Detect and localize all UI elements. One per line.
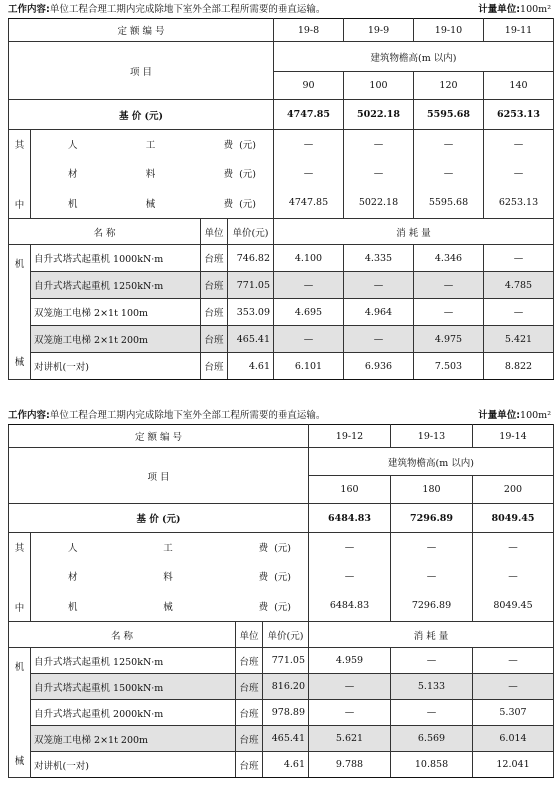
- machinery-char: 械: [14, 755, 25, 767]
- machine-consumption: —: [309, 674, 391, 700]
- among-cell: [9, 130, 31, 219]
- measure-unit-value: 100m²: [520, 410, 551, 421]
- cost-value: —: [414, 130, 484, 159]
- machine-unit: 台班: [236, 752, 263, 778]
- machine-consumption: 4.964: [344, 299, 414, 326]
- machine-consumption: 8.822: [484, 353, 554, 380]
- work-content-label: 工作内容:: [8, 4, 50, 15]
- cost-name-char: 费: [223, 169, 234, 180]
- machine-consumption: 6.936: [344, 353, 414, 380]
- machine-unit: 台班: [201, 353, 228, 380]
- base-price-row: [9, 504, 554, 533]
- item-label: 项 目: [9, 42, 274, 100]
- measure-unit-label: 计量单位:: [478, 4, 521, 15]
- machine-unit: 台班: [201, 245, 228, 272]
- base-price-row: [9, 100, 554, 130]
- cost-name-char: 械: [145, 198, 156, 210]
- machine-row: [9, 648, 554, 674]
- quota-code-row: [9, 425, 554, 448]
- cost-value: —: [391, 533, 473, 562]
- machine-price: 978.89: [263, 700, 309, 726]
- consumption-header-row: [9, 219, 554, 245]
- machine-unit: 台班: [201, 326, 228, 353]
- cost-name-char: 材: [68, 169, 78, 180]
- cost-value: 6253.13: [484, 188, 554, 219]
- machine-consumption: 4.100: [274, 245, 344, 272]
- quota-table-2: [8, 424, 554, 778]
- machinery-cell: [9, 648, 31, 778]
- cost-unit: (元): [274, 601, 291, 613]
- price-header: 单价(元): [228, 219, 274, 245]
- machine-name: 双笼施工电梯 2×1t 200m: [31, 726, 236, 752]
- base-price-value: 6253.13: [484, 100, 554, 130]
- among-char: 中: [14, 200, 25, 211]
- base-price-label: 基 价 (元): [9, 504, 309, 533]
- cost-unit: (元): [239, 169, 256, 180]
- machine-price: 4.61: [228, 353, 274, 380]
- quota-code: 19-11: [484, 19, 554, 42]
- machine-consumption: —: [344, 326, 414, 353]
- quota-section-2: [8, 408, 553, 778]
- cost-name-machine: [31, 188, 274, 219]
- cost-value: —: [414, 159, 484, 188]
- cost-value: —: [309, 533, 391, 562]
- cost-name-char: 人: [68, 140, 78, 152]
- cost-row-labor: [9, 130, 554, 159]
- cost-value: 5022.18: [344, 188, 414, 219]
- height-value: 100: [344, 72, 414, 100]
- quota-code: 19-12: [309, 425, 391, 448]
- machine-consumption: —: [309, 700, 391, 726]
- base-price-label: 基 价 (元): [9, 100, 274, 130]
- quota-section-1: [8, 2, 553, 380]
- base-price-value: 8049.45: [473, 504, 554, 533]
- cost-row-material: [9, 159, 554, 188]
- height-value: 200: [473, 476, 554, 504]
- machinery-char: 机: [14, 661, 25, 673]
- machine-name: 自升式塔式起重机 1250kN·m: [31, 648, 236, 674]
- base-price-value: 6484.83: [309, 504, 391, 533]
- quota-table-1: [8, 18, 554, 380]
- among-cell: [9, 533, 31, 622]
- machine-price: 816.20: [263, 674, 309, 700]
- machine-consumption: —: [344, 272, 414, 299]
- work-content-note: [8, 2, 553, 18]
- among-char: 中: [14, 603, 25, 614]
- machine-price: 771.05: [263, 648, 309, 674]
- measure-unit: [478, 2, 551, 18]
- measure-unit-label: 计量单位:: [478, 410, 521, 421]
- machine-consumption: —: [414, 299, 484, 326]
- cost-name-char: 料: [163, 572, 173, 583]
- base-price-value: 5022.18: [344, 100, 414, 130]
- cost-value: —: [391, 562, 473, 591]
- cost-value: —: [484, 159, 554, 188]
- machine-consumption: 5.621: [309, 726, 391, 752]
- cost-name-char: 械: [163, 601, 173, 613]
- height-label: 建筑物檐高(m 以内): [309, 448, 554, 476]
- quota-code-row: [9, 19, 554, 42]
- machine-name: 对讲机(一对): [31, 353, 201, 380]
- height-value: 180: [391, 476, 473, 504]
- cost-name-char: 费: [258, 543, 269, 555]
- machine-name: 对讲机(一对): [31, 752, 236, 778]
- quota-code: 19-8: [274, 19, 344, 42]
- consumption-header: 消 耗 量: [274, 219, 554, 245]
- machine-consumption: 5.421: [484, 326, 554, 353]
- machine-consumption: —: [274, 272, 344, 299]
- cost-unit: (元): [239, 140, 256, 152]
- work-content-note: [8, 408, 553, 424]
- cost-name-material: [31, 159, 274, 188]
- measure-unit: [478, 408, 551, 424]
- machine-unit: 台班: [236, 674, 263, 700]
- machinery-char: 机: [14, 259, 25, 270]
- machine-row: [9, 272, 554, 299]
- cost-unit: (元): [239, 198, 256, 210]
- machinery-cell: [9, 245, 31, 380]
- base-price-value: 4747.85: [274, 100, 344, 130]
- machine-consumption: 7.503: [414, 353, 484, 380]
- height-value: 140: [484, 72, 554, 100]
- item-label: 项 目: [9, 448, 309, 504]
- machine-consumption: 6.569: [391, 726, 473, 752]
- height-value: 160: [309, 476, 391, 504]
- cost-value: 6484.83: [309, 591, 391, 622]
- machine-name: 自升式塔式起重机 1250kN·m: [31, 272, 201, 299]
- height-value: 90: [274, 72, 344, 100]
- machine-name: 自升式塔式起重机 1500kN·m: [31, 674, 236, 700]
- machine-unit: 台班: [201, 272, 228, 299]
- measure-unit-value: 100m²: [520, 4, 551, 15]
- machine-consumption: 6.014: [473, 726, 554, 752]
- cost-name-labor: [31, 130, 274, 159]
- cost-value: —: [473, 533, 554, 562]
- machine-consumption: —: [473, 648, 554, 674]
- height-header-row: [9, 448, 554, 476]
- cost-name-char: 机: [68, 198, 78, 210]
- cost-unit: (元): [274, 543, 291, 555]
- cost-name-material: [31, 562, 309, 591]
- work-content-text: 单位工程合理工期内完成除地下室外全部工程所需要的垂直运输。: [49, 4, 326, 15]
- consumption-header: 消 耗 量: [309, 622, 554, 648]
- machine-row: [9, 674, 554, 700]
- quota-code-label: 定 额 编 号: [9, 19, 274, 42]
- work-content-label: 工作内容:: [8, 410, 50, 421]
- cost-row-machine: [9, 188, 554, 219]
- cost-name-char: 费: [223, 198, 234, 210]
- machine-consumption: 4.975: [414, 326, 484, 353]
- work-content-text: 单位工程合理工期内完成除地下室外全部工程所需要的垂直运输。: [49, 410, 326, 421]
- machine-row: [9, 700, 554, 726]
- cost-name-char: 材: [68, 572, 78, 583]
- machine-consumption: 4.959: [309, 648, 391, 674]
- cost-name-char: 工: [145, 140, 156, 152]
- unit-header: 单位: [236, 622, 263, 648]
- unit-header: 单位: [201, 219, 228, 245]
- cost-name-char: 费: [258, 572, 269, 583]
- machine-consumption: —: [484, 299, 554, 326]
- quota-code: 19-10: [414, 19, 484, 42]
- cost-name-char: 机: [68, 601, 78, 613]
- machine-row: [9, 726, 554, 752]
- machine-consumption: —: [391, 648, 473, 674]
- machine-consumption: —: [274, 326, 344, 353]
- among-char: 其: [14, 543, 25, 554]
- machine-consumption: 12.041: [473, 752, 554, 778]
- cost-name-char: 料: [145, 169, 156, 180]
- height-label: 建筑物檐高(m 以内): [274, 42, 554, 72]
- name-header: 名 称: [9, 622, 236, 648]
- machine-consumption: —: [484, 245, 554, 272]
- machine-consumption: —: [391, 700, 473, 726]
- quota-code: 19-13: [391, 425, 473, 448]
- machine-consumption: —: [414, 272, 484, 299]
- machine-consumption: 4.695: [274, 299, 344, 326]
- cost-name-labor: [31, 533, 309, 562]
- cost-unit: (元): [274, 572, 291, 583]
- machine-row: [9, 299, 554, 326]
- cost-value: —: [274, 159, 344, 188]
- machine-consumption: 5.133: [391, 674, 473, 700]
- machinery-char: 械: [14, 357, 25, 368]
- cost-value: 8049.45: [473, 591, 554, 622]
- base-price-value: 7296.89: [391, 504, 473, 533]
- cost-name-machine: [31, 591, 309, 622]
- machine-price: 746.82: [228, 245, 274, 272]
- cost-name-char: 工: [163, 543, 173, 555]
- cost-value: —: [473, 562, 554, 591]
- cost-value: —: [274, 130, 344, 159]
- cost-value: —: [344, 159, 414, 188]
- base-price-value: 5595.68: [414, 100, 484, 130]
- cost-row-material: [9, 562, 554, 591]
- machine-consumption: 6.101: [274, 353, 344, 380]
- machine-name: 自升式塔式起重机 1000kN·m: [31, 245, 201, 272]
- cost-value: 5595.68: [414, 188, 484, 219]
- quota-code-label: 定 额 编 号: [9, 425, 309, 448]
- machine-name: 双笼施工电梯 2×1t 200m: [31, 326, 201, 353]
- machine-consumption: 4.785: [484, 272, 554, 299]
- cost-value: —: [309, 562, 391, 591]
- cost-row-labor: [9, 533, 554, 562]
- machine-price: 465.41: [228, 326, 274, 353]
- cost-value: 4747.85: [274, 188, 344, 219]
- machine-consumption: —: [473, 674, 554, 700]
- machine-row: [9, 326, 554, 353]
- quota-code: 19-9: [344, 19, 414, 42]
- machine-name: 双笼施工电梯 2×1t 100m: [31, 299, 201, 326]
- machine-price: 4.61: [263, 752, 309, 778]
- machine-price: 353.09: [228, 299, 274, 326]
- name-header: 名 称: [9, 219, 201, 245]
- cost-name-char: 费: [223, 140, 234, 152]
- cost-value: —: [344, 130, 414, 159]
- machine-consumption: 5.307: [473, 700, 554, 726]
- price-header: 单价(元): [263, 622, 309, 648]
- machine-unit: 台班: [236, 648, 263, 674]
- machine-consumption: 4.335: [344, 245, 414, 272]
- cost-name-char: 人: [68, 543, 78, 555]
- machine-consumption: 4.346: [414, 245, 484, 272]
- machine-price: 465.41: [263, 726, 309, 752]
- quota-code: 19-14: [473, 425, 554, 448]
- cost-value: —: [484, 130, 554, 159]
- machine-row: [9, 752, 554, 778]
- machine-unit: 台班: [236, 726, 263, 752]
- machine-unit: 台班: [236, 700, 263, 726]
- machine-name: 自升式塔式起重机 2000kN·m: [31, 700, 236, 726]
- height-header-row: [9, 42, 554, 72]
- among-char: 其: [14, 140, 25, 151]
- machine-unit: 台班: [201, 299, 228, 326]
- machine-row: [9, 245, 554, 272]
- machine-row: [9, 353, 554, 380]
- cost-name-char: 费: [258, 601, 269, 613]
- cost-row-machine: [9, 591, 554, 622]
- machine-consumption: 10.858: [391, 752, 473, 778]
- machine-consumption: 9.788: [309, 752, 391, 778]
- height-value: 120: [414, 72, 484, 100]
- consumption-header-row: [9, 622, 554, 648]
- machine-price: 771.05: [228, 272, 274, 299]
- cost-value: 7296.89: [391, 591, 473, 622]
